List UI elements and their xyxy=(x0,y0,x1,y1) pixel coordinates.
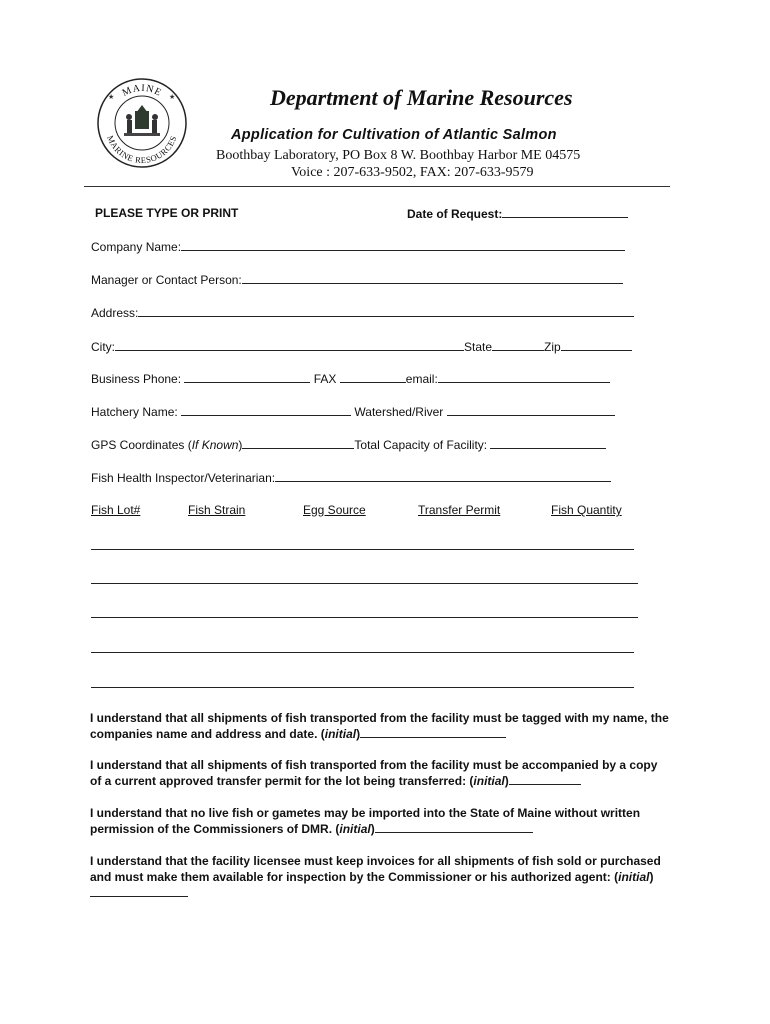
table-row[interactable] xyxy=(91,687,634,688)
phone-field[interactable] xyxy=(184,371,310,383)
column-header: Egg Source xyxy=(303,503,366,517)
watershed-field[interactable] xyxy=(447,404,615,416)
table-row[interactable] xyxy=(91,549,634,550)
statement-tagging: I understand that all shipments of fish transported from the facility must be tagged with my name, the companies name and address and date. (initial) xyxy=(90,711,669,741)
gps-row xyxy=(91,437,606,452)
inspector-row xyxy=(91,470,611,485)
office-phone-fax: Voice : 207-633-9502, FAX: 207-633-9579 xyxy=(291,165,534,180)
city-field[interactable] xyxy=(115,339,464,351)
fax-field[interactable] xyxy=(340,371,406,383)
hatchery-field[interactable] xyxy=(181,404,351,416)
email-field[interactable] xyxy=(438,371,610,383)
city-label: City: xyxy=(91,340,115,354)
initial-field[interactable] xyxy=(375,821,533,833)
state-label: State xyxy=(464,340,493,354)
manager-label: Manager or Contact Person: xyxy=(91,273,242,287)
address-label: Address: xyxy=(91,306,139,320)
form-subtitle: Application for Cultivation of Atlantic Salmon xyxy=(231,127,557,143)
manager-row xyxy=(91,272,623,287)
inspector-label: Fish Health Inspector/Veterinarian: xyxy=(91,471,276,485)
seal-bottom-text: MARINE RESOURCES xyxy=(105,133,179,166)
gps-label: GPS Coordinates (If Known) xyxy=(91,438,243,452)
table-row[interactable] xyxy=(91,583,638,584)
phone-row xyxy=(91,371,610,386)
city-row xyxy=(91,339,632,354)
manager-field[interactable] xyxy=(242,272,623,284)
date-request-label: Date of Request: xyxy=(407,207,503,221)
company-row xyxy=(91,239,625,254)
gps-field[interactable] xyxy=(242,437,354,449)
phone-label: Business Phone: xyxy=(91,372,182,386)
svg-text:★: ★ xyxy=(169,94,176,101)
seal-top-text: MAINE xyxy=(120,82,164,99)
date-request-row xyxy=(407,206,628,221)
statement-permit: I understand that all shipments of fish transported from the facility must be accompanied by a copy of a current approved transfer permit for the lot being transferred: (initial) xyxy=(90,758,658,788)
column-header: Fish Strain xyxy=(188,503,246,517)
date-request-field[interactable] xyxy=(502,206,628,218)
statement-import: I understand that no live fish or gametes may be imported into the State of Maine without written permission of the Commissioners of DMR. (initial) xyxy=(90,806,641,836)
address-row xyxy=(91,305,634,320)
watershed-label: Watershed/River xyxy=(354,405,444,419)
office-address: Boothbay Laboratory, PO Box 8 W. Boothbay Harbor ME 04575 xyxy=(216,148,581,163)
column-header: Fish Quantity xyxy=(551,503,622,517)
hatchery-row xyxy=(91,404,615,419)
page-title: Department of Marine Resources xyxy=(270,85,573,110)
maine-dmr-seal-logo xyxy=(96,75,188,171)
column-header: Fish Lot# xyxy=(91,503,141,517)
initial-field[interactable] xyxy=(509,773,581,785)
capacity-label: Total Capacity of Facility: xyxy=(354,438,488,452)
initial-field[interactable] xyxy=(90,885,188,897)
zip-field[interactable] xyxy=(561,339,632,351)
statement-invoices: I understand that the facility licensee must keep invoices for all shipments of fish sold or purchased and must make them available for inspection by the Commissioner or his authorized agent: (initial) xyxy=(90,853,680,901)
svg-text:MAINE xyxy=(121,83,164,99)
header-divider xyxy=(84,186,670,187)
inspector-field[interactable] xyxy=(275,470,611,482)
svg-text:★: ★ xyxy=(108,94,115,101)
column-header: Transfer Permit xyxy=(418,503,501,517)
instruction-text: PLEASE TYPE OR PRINT xyxy=(95,206,239,220)
company-field[interactable] xyxy=(181,239,625,251)
address-field[interactable] xyxy=(138,305,634,317)
fax-label: FAX xyxy=(313,372,337,386)
table-row[interactable] xyxy=(91,617,638,618)
table-row[interactable] xyxy=(91,652,634,653)
hatchery-label: Hatchery Name: xyxy=(91,405,178,419)
zip-label: Zip xyxy=(544,340,561,354)
state-field[interactable] xyxy=(492,339,544,351)
capacity-field[interactable] xyxy=(490,437,606,449)
initial-field[interactable] xyxy=(360,726,506,738)
email-label: email: xyxy=(405,372,438,386)
company-label: Company Name: xyxy=(91,240,182,254)
